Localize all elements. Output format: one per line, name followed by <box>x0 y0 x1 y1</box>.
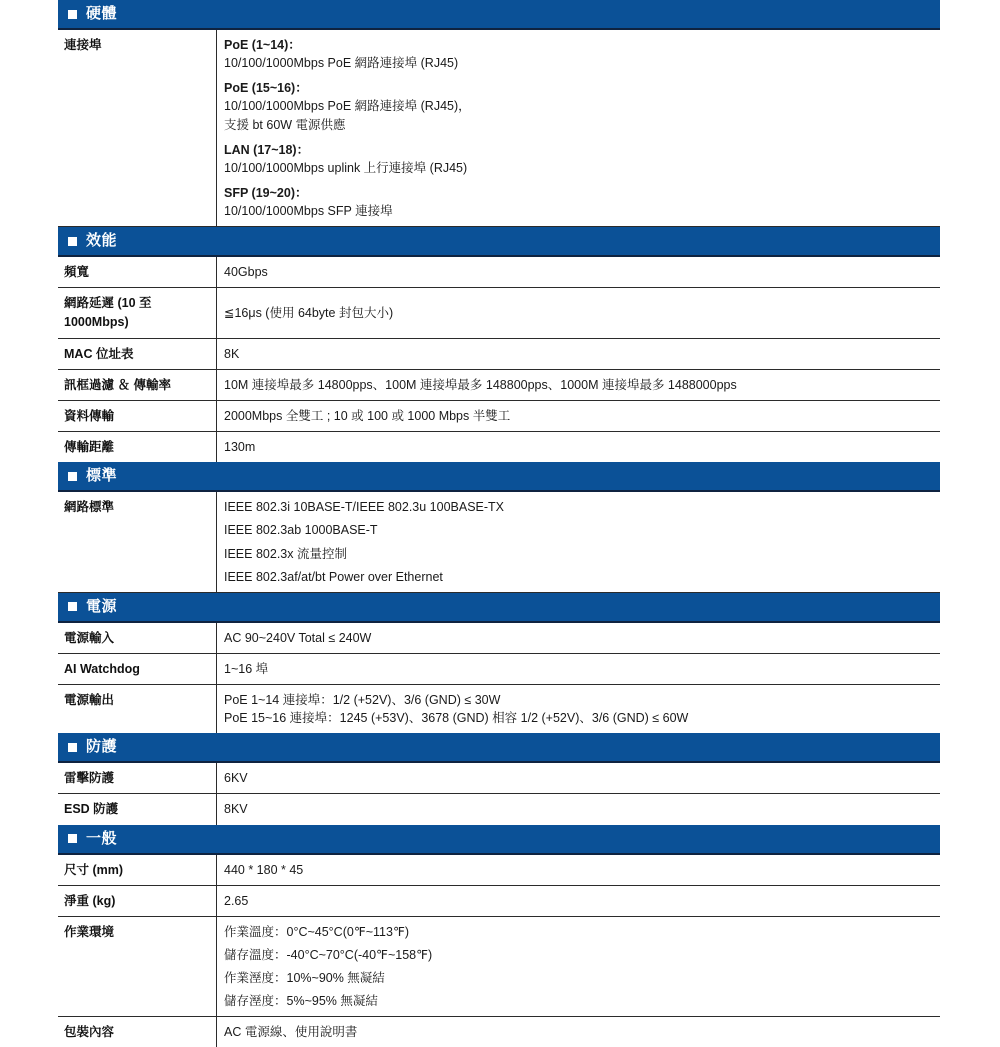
port-group-head: LAN (17~18)： <box>224 142 310 157</box>
table-row <box>58 339 940 370</box>
port-group-body: 10/100/1000Mbps PoE 網路連接埠 (RJ45) <box>224 56 459 71</box>
section-header-performance <box>58 227 940 257</box>
spec-label: 淨重 (kg) <box>58 886 217 916</box>
port-group-poe-1-14 <box>224 36 934 72</box>
section-header-general <box>58 825 940 855</box>
standard-line: IEEE 802.3af/at/bt Power over Ethernet <box>224 569 443 584</box>
port-group-body-2: 支援 bt 60W 電源供應 <box>224 117 346 132</box>
square-bullet-icon <box>68 472 77 481</box>
port-group-body: 10/100/1000Mbps PoE 網路連接埠 (RJ45)， <box>224 99 471 114</box>
spec-value: 6KV <box>224 771 248 786</box>
specification-table <box>58 0 940 1047</box>
spec-value <box>217 685 940 733</box>
spec-label: 資料傳輸 <box>58 401 217 431</box>
power-output-line: PoE 1~14 連接埠：1/2 (+52V)、3/6 (GND) ≤ 30W <box>224 693 501 707</box>
spec-label: 電源輸出 <box>58 685 217 733</box>
section-title: 效能 <box>86 232 118 250</box>
spec-value: 40Gbps <box>224 265 268 280</box>
section-header-protection <box>58 733 940 763</box>
section-header-power <box>58 593 940 623</box>
spec-value <box>217 30 940 226</box>
spec-value: 8KV <box>224 802 248 817</box>
environment-line: 儲存溫度：-40°C~70°C(-40℉~158℉) <box>224 947 433 962</box>
port-group-body: 10/100/1000Mbps uplink 上行連接埠 (RJ45) <box>224 160 468 175</box>
square-bullet-icon <box>68 10 77 19</box>
spec-value <box>217 917 940 1017</box>
spec-value <box>217 492 940 592</box>
spec-value: AC 電源線、使用說明書 <box>224 1025 358 1040</box>
spec-value: 2.65 <box>224 893 249 908</box>
table-row <box>58 257 940 288</box>
port-group-head: SFP (19~20)： <box>224 185 308 200</box>
spec-label: 頻寬 <box>58 257 217 287</box>
table-row <box>58 685 940 733</box>
spec-value: 10M 連接埠最多 14800pps、100M 連接埠最多 148800pps、1000M 連接埠最多 1488000pps <box>224 377 737 392</box>
section-title: 標準 <box>86 467 118 485</box>
section-header-standards <box>58 462 940 492</box>
port-group-poe-15-16 <box>224 79 934 133</box>
spec-value: AC 90~240V Total ≤ 240W <box>224 630 372 645</box>
port-group-head: PoE (15~16)： <box>224 81 308 96</box>
spec-label-line-1: 網路延遲 <box>64 296 115 311</box>
table-row <box>58 654 940 685</box>
spec-label: 雷擊防護 <box>58 763 217 793</box>
port-group-head: PoE (1~14)： <box>224 38 301 52</box>
spec-label: 傳輸距離 <box>58 432 217 462</box>
table-row <box>58 288 940 339</box>
spec-value: 8K <box>224 346 240 361</box>
section-title: 硬體 <box>86 5 118 22</box>
table-row <box>58 623 940 654</box>
environment-line: 作業溼度：10%~90% 無凝結 <box>224 971 385 985</box>
spec-label: 作業環境 <box>58 917 217 1017</box>
spec-label: AI Watchdog <box>58 654 217 684</box>
port-group-lan-17-18 <box>224 141 934 177</box>
table-row <box>58 30 940 227</box>
spec-label: MAC 位址表 <box>58 339 217 369</box>
table-row <box>58 763 940 794</box>
spec-label: 網路標準 <box>58 492 217 592</box>
spec-value <box>217 288 940 338</box>
table-row <box>58 492 940 593</box>
environment-line: 儲存溼度：5%~95% 無凝結 <box>224 994 378 1009</box>
spec-label: 連接埠 <box>58 30 217 226</box>
spec-label-line-2: (10 至 1000Mbps) <box>64 296 152 329</box>
environment-line: 作業溫度：0°C~45°C(0℉~113℉) <box>224 924 410 939</box>
table-row <box>58 794 940 824</box>
table-row <box>58 401 940 432</box>
standard-line: IEEE 802.3i 10BASE-T/IEEE 802.3u 100BASE-TX <box>224 500 505 515</box>
table-row <box>58 1017 940 1047</box>
table-row <box>58 886 940 917</box>
standard-line: IEEE 802.3ab 1000BASE-T <box>224 523 378 538</box>
square-bullet-icon <box>68 602 77 611</box>
power-output-line: PoE 15~16 連接埠：1245 (+53V)、3678 (GND) 相容 1/2 (+52V)、3/6 (GND) ≤ 60W <box>224 711 689 726</box>
spec-value: 130m <box>224 440 256 455</box>
section-title: 防護 <box>86 738 118 756</box>
spec-label: 電源輸入 <box>58 623 217 653</box>
square-bullet-icon <box>68 834 77 843</box>
standard-line: IEEE 802.3x 流量控制 <box>224 546 347 561</box>
section-header-hardware <box>58 0 940 30</box>
spec-label: 尺寸 (mm) <box>58 855 217 885</box>
spec-label: 訊框過濾 ＆ 傳輸率 <box>58 370 217 400</box>
table-row <box>58 370 940 401</box>
spec-label: ESD 防護 <box>58 794 217 824</box>
section-title: 一般 <box>86 829 118 847</box>
table-row <box>58 917 940 1018</box>
table-row <box>58 432 940 462</box>
table-row <box>58 855 940 886</box>
spec-value: 2000Mbps 全雙工 ; 10 或 100 或 1000 Mbps 半雙工 <box>224 409 511 423</box>
section-title: 電源 <box>86 597 118 615</box>
spec-label: 包裝內容 <box>58 1017 217 1047</box>
spec-value: 1~16 埠 <box>224 661 269 676</box>
spec-value-text: ≦16μs (使用 64byte 封包大小) <box>224 305 394 320</box>
port-group-body: 10/100/1000Mbps SFP 連接埠 <box>224 204 393 218</box>
spec-value: 440 * 180 * 45 <box>224 862 304 877</box>
port-group-sfp-19-20 <box>224 184 934 220</box>
square-bullet-icon <box>68 237 77 246</box>
spec-label <box>58 288 217 338</box>
square-bullet-icon <box>68 743 77 752</box>
